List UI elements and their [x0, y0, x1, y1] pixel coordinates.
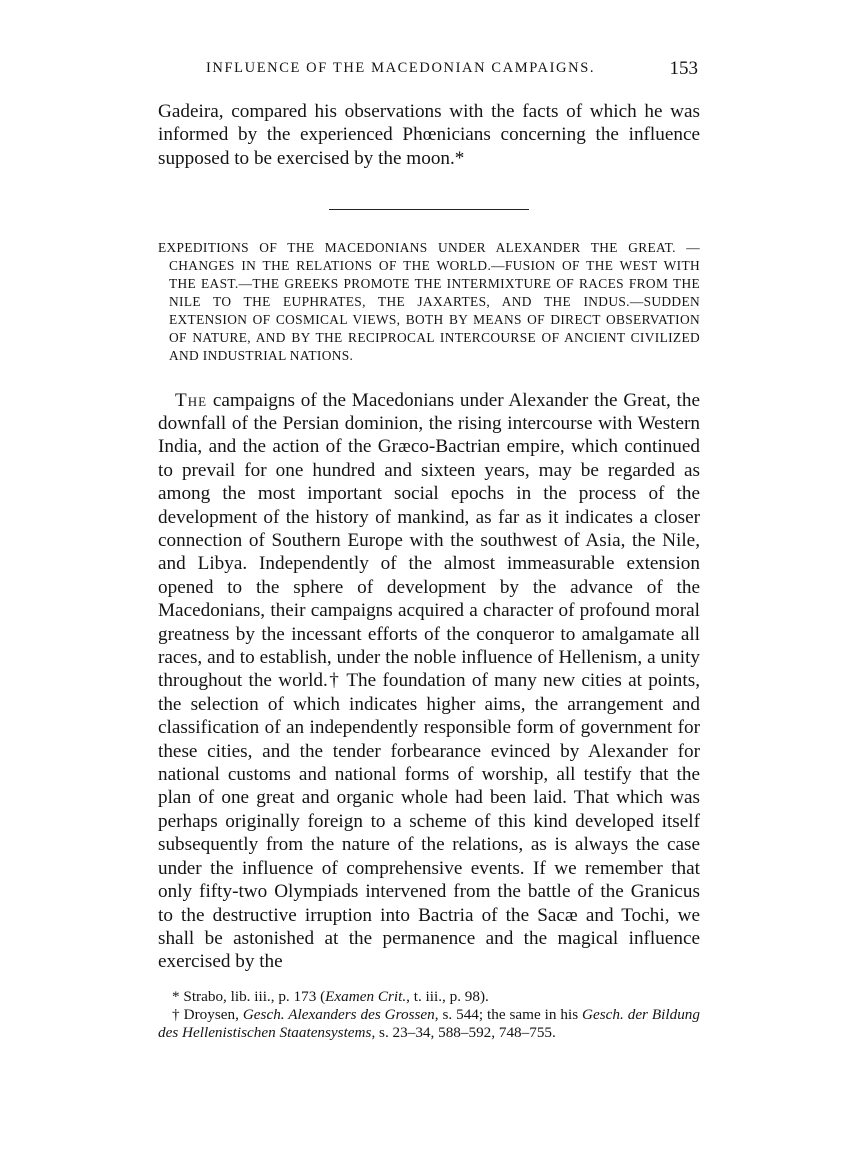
footnote-mark: †	[172, 1005, 184, 1023]
page-header	[158, 58, 700, 88]
opening-paragraph: Gadeira, compared his observations with the facts of which he was informed by the experienced Phœnicians concerning the influence supposed to be exercised by the moon.*	[158, 101, 700, 169]
footnote-text: Droysen,	[183, 1005, 243, 1023]
footnote-title: Gesch. der Bildung des Hellenistischen Staatensystems	[158, 1005, 700, 1041]
running-head: INFLUENCE OF THE MACEDONIAN CAMPAIGNS.	[206, 60, 596, 76]
footnote-title: Examen Crit.	[325, 987, 407, 1005]
footnote-text: Strabo, lib. iii., p. 173 (	[183, 987, 326, 1005]
footnote-mark: *	[172, 987, 184, 1005]
footnote-droysen	[158, 1006, 700, 1042]
footnote-text: , s. 544; the same in his	[434, 1005, 583, 1023]
lead-word: The	[175, 389, 208, 411]
footnote-text: , s. 23–34, 588–592, 748–755.	[371, 1023, 556, 1041]
footnote-text: , t. iii., p. 98).	[406, 987, 489, 1005]
footnotes	[158, 988, 700, 1042]
footnote-title: Gesch. Alexanders des Grossen	[242, 1005, 435, 1023]
footnote-strabo	[158, 988, 700, 1006]
section-summary: EXPEDITIONS OF THE MACEDONIANS UNDER ALEXANDER THE GREAT. —CHANGES IN THE RELATIONS OF THE WORLD.—FUSION OF THE WEST WITH THE EAST.—THE GREEKS PROMOTE THE INTERMIXTURE OF RACES FROM THE NILE TO THE EUPHRATES, THE JAXARTES, AND THE INDUS.—SUDDEN EXTENSION OF COSMICAL VIEWS, BOTH BY MEANS OF DIRECT OBSERVATION OF NATURE, AND BY THE RECIPROCAL INTERCOURSE OF ANCIENT CIVILIZED AND INDUSTRIAL NATIONS.	[158, 240, 700, 363]
section-divider	[329, 209, 529, 210]
book-page	[158, 58, 700, 1042]
page-number: 153	[669, 58, 698, 79]
main-paragraph	[158, 389, 700, 974]
main-paragraph-text: campaigns of the Macedonians under Alexander the Great, the downfall of the Persian dominion, the rising intercourse with Western India, and the action of the Græco-Bactrian empire, which continued to prevail for one hundred and sixteen years, may be regarded as among the most important social epochs in the process of the development of the history of mankind, as far as it indicates a closer connection of Southern Europe with the southwest of Asia, the Nile, and Libya. Independently of the almost immeasurable extension opened to the sphere of development by the advance of the Macedonians, their campaigns acquired a character of profound moral greatness by the incessant efforts of the conqueror to amalgamate all races, and to establish, under the noble influence of Hellenism, a unity throughout the world.† The foundation of many new cities at points, the selection of which indicates higher aims, the arrangement and classification of an independently responsible form of government for these cities, and the tender forbearance evinced by Alexander for national customs and national forms of worship, all testify that the plan of one great and organic whole had been laid. That which was perhaps originally foreign to a scheme of this kind developed itself subsequently from the nature of the relations, as is always the case under the influence of comprehensive events. If we remember that only fifty-two Olympiads intervened from the battle of the Granicus to the destructive irruption into Bactria of the Sacæ and Tochi, we shall be astonished at the permanence and the magical influence exercised by the	[158, 389, 700, 973]
